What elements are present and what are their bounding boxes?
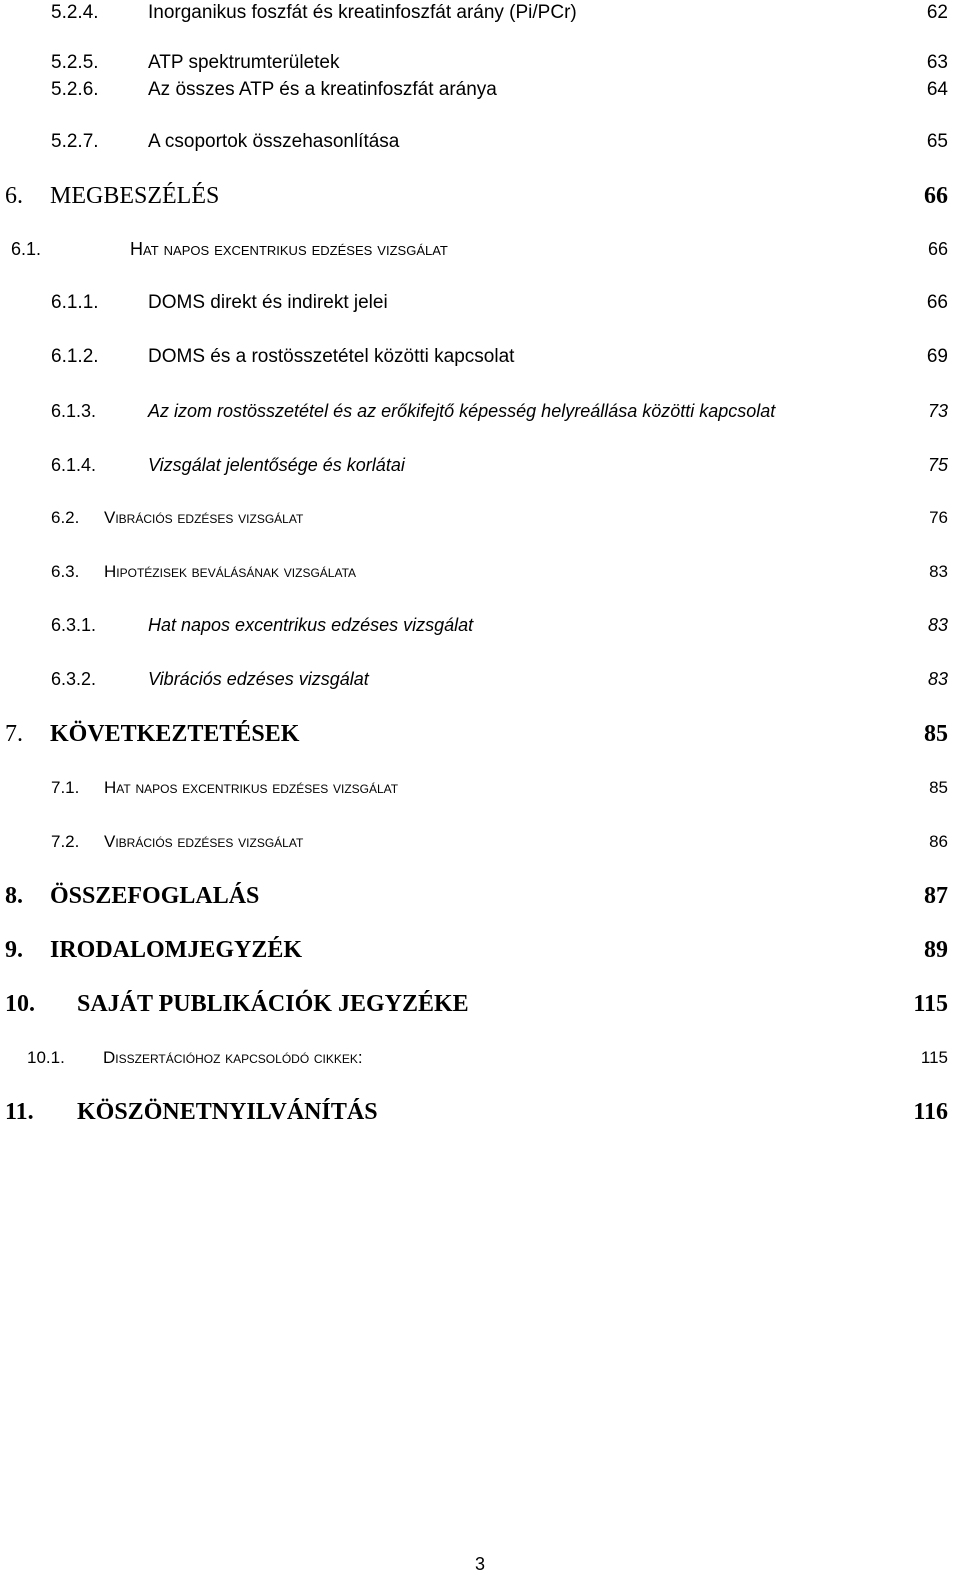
toc-entry-title: Az izom rostösszetétel és az erőkifejtő képesség helyreállása közötti kapcsolat	[148, 401, 776, 421]
toc-chapter[interactable]	[0, 986, 960, 1018]
toc-entry-page: 66	[927, 239, 948, 259]
toc-chapter[interactable]	[0, 716, 960, 748]
toc-entry-title: ÖSSZEFOGLALÁS	[50, 883, 260, 909]
toc-entry-number: 6.3.1.	[51, 615, 97, 635]
toc-entry-page: 85	[929, 778, 948, 797]
toc-chapter[interactable]	[0, 178, 960, 210]
toc-entry-page: 83	[927, 669, 948, 689]
toc-entry-title: IRODALOMJEGYZÉK	[50, 937, 303, 963]
toc-entry-title: Vibrációs edzéses vizsgálat	[104, 832, 304, 851]
toc-entry[interactable]	[0, 127, 960, 153]
toc-entry-title: Vizsgálat jelentősége és korlátai	[148, 455, 405, 475]
toc-entry-number: 5.2.7.	[51, 131, 99, 152]
toc-entry-title: ATP spektrumterületek	[148, 52, 340, 73]
toc-entry-number: 7.	[5, 721, 23, 747]
toc-entry-page: 85	[924, 721, 948, 747]
toc-entry-title: Inorganikus foszfát és kreatinfoszfát arány (Pi/PCr)	[148, 2, 577, 23]
toc-entry-page: 116	[913, 1099, 948, 1125]
toc-entry[interactable]	[0, 286, 960, 314]
toc-entry-number: 6.	[5, 183, 23, 209]
toc-entry-title: KÖVETKEZTETÉSEK	[50, 721, 300, 747]
toc-entry-page: 64	[926, 79, 948, 100]
toc-entry-title: Disszertációhoz kapcsolódó cikkek:	[103, 1048, 363, 1067]
toc-entry-number: 5.2.5.	[51, 52, 99, 73]
toc-entry-title: Hat napos excentrikus edzéses vizsgálat	[104, 778, 399, 797]
toc-entry[interactable]	[0, 75, 960, 101]
toc-entry-title: KÖSZÖNETNYILVÁNÍTÁS	[77, 1099, 378, 1125]
toc-entry-number: 7.1.	[51, 778, 80, 797]
toc-entry-page: 83	[929, 562, 948, 581]
toc-entry-page: 66	[926, 292, 948, 313]
toc-entry-title: Hat napos excentrikus edzéses vizsgálat	[130, 239, 448, 259]
toc-entry-number: 5.2.4.	[51, 2, 99, 23]
toc-entry-number: 10.	[5, 991, 35, 1017]
toc-entry-number: 9.	[5, 937, 23, 963]
toc-entry-page: 65	[926, 131, 948, 152]
toc-entry-title: Vibrációs edzéses vizsgálat	[104, 508, 304, 527]
toc-entry-title: Az összes ATP és a kreatinfoszfát aránya	[148, 79, 497, 100]
toc-entry-number: 6.1.3.	[51, 401, 97, 421]
toc-entry-title: Hat napos excentrikus edzéses vizsgálat	[148, 615, 474, 635]
toc-entry[interactable]	[0, 554, 960, 582]
toc-entry-number: 7.2.	[51, 832, 80, 851]
toc-entry-number: 6.1.2.	[51, 346, 99, 367]
toc-entry[interactable]	[0, 824, 960, 852]
toc-entry[interactable]	[0, 1040, 960, 1068]
toc-entry[interactable]	[0, 448, 960, 476]
toc-entry-page: 69	[926, 346, 948, 367]
toc-entry-number: 6.1.4.	[51, 455, 97, 475]
toc-entry-page: 76	[929, 508, 948, 527]
toc-entry[interactable]	[0, 0, 960, 24]
toc-entry-number: 5.2.6.	[51, 79, 99, 100]
toc-chapter[interactable]	[0, 1094, 960, 1126]
toc-entry-page: 115	[920, 1048, 948, 1067]
toc-entry-title: MEGBESZÉLÉS	[50, 183, 220, 209]
toc-entry-page: 83	[927, 615, 948, 635]
toc-entry-page: 87	[924, 883, 948, 909]
toc-entry[interactable]	[0, 500, 960, 528]
toc-entry-number: 11.	[5, 1099, 34, 1125]
toc-entry-page: 89	[924, 937, 948, 963]
toc-entry-title: A csoportok összehasonlítása	[148, 131, 400, 152]
page-number: 3	[474, 1554, 485, 1574]
toc-entry[interactable]	[0, 48, 960, 74]
toc-entry-number: 8.	[5, 883, 23, 909]
toc-entry[interactable]	[0, 608, 960, 636]
toc-entry-number: 6.1.1.	[51, 292, 99, 313]
toc-entry-number: 10.1.	[27, 1048, 65, 1067]
toc-entry-page: 73	[927, 401, 948, 421]
toc-entry-page: 63	[926, 52, 948, 73]
toc-entry-page: 115	[913, 991, 948, 1017]
toc-entry-page: 66	[924, 183, 948, 209]
toc-entry-number: 6.3.2.	[51, 669, 97, 689]
toc-entry-title: Hipotézisek beválásának vizsgálata	[104, 562, 357, 581]
toc-entry[interactable]	[0, 340, 960, 368]
toc-chapter[interactable]	[0, 932, 960, 964]
toc-entry-title: DOMS direkt és indirekt jelei	[148, 292, 388, 313]
toc-entry[interactable]	[0, 770, 960, 798]
toc-entry-number: 6.2.	[51, 508, 80, 527]
toc-entry-title: SAJÁT PUBLIKÁCIÓK JEGYZÉKE	[77, 991, 469, 1017]
toc-chapter[interactable]	[0, 878, 960, 910]
toc-entry-page: 62	[926, 2, 948, 23]
toc-entry-title: Vibrációs edzéses vizsgálat	[148, 669, 369, 689]
toc-entry[interactable]	[0, 232, 960, 260]
toc-entry-number: 6.1.	[11, 239, 42, 259]
toc-entry[interactable]	[0, 394, 960, 422]
toc-entry-number: 6.3.	[51, 562, 80, 581]
toc-entry-title: DOMS és a rostösszetétel közötti kapcsolat	[148, 346, 515, 367]
toc-entry-page: 86	[929, 832, 948, 851]
toc-entry[interactable]	[0, 662, 960, 690]
toc-entry-page: 75	[927, 455, 948, 475]
